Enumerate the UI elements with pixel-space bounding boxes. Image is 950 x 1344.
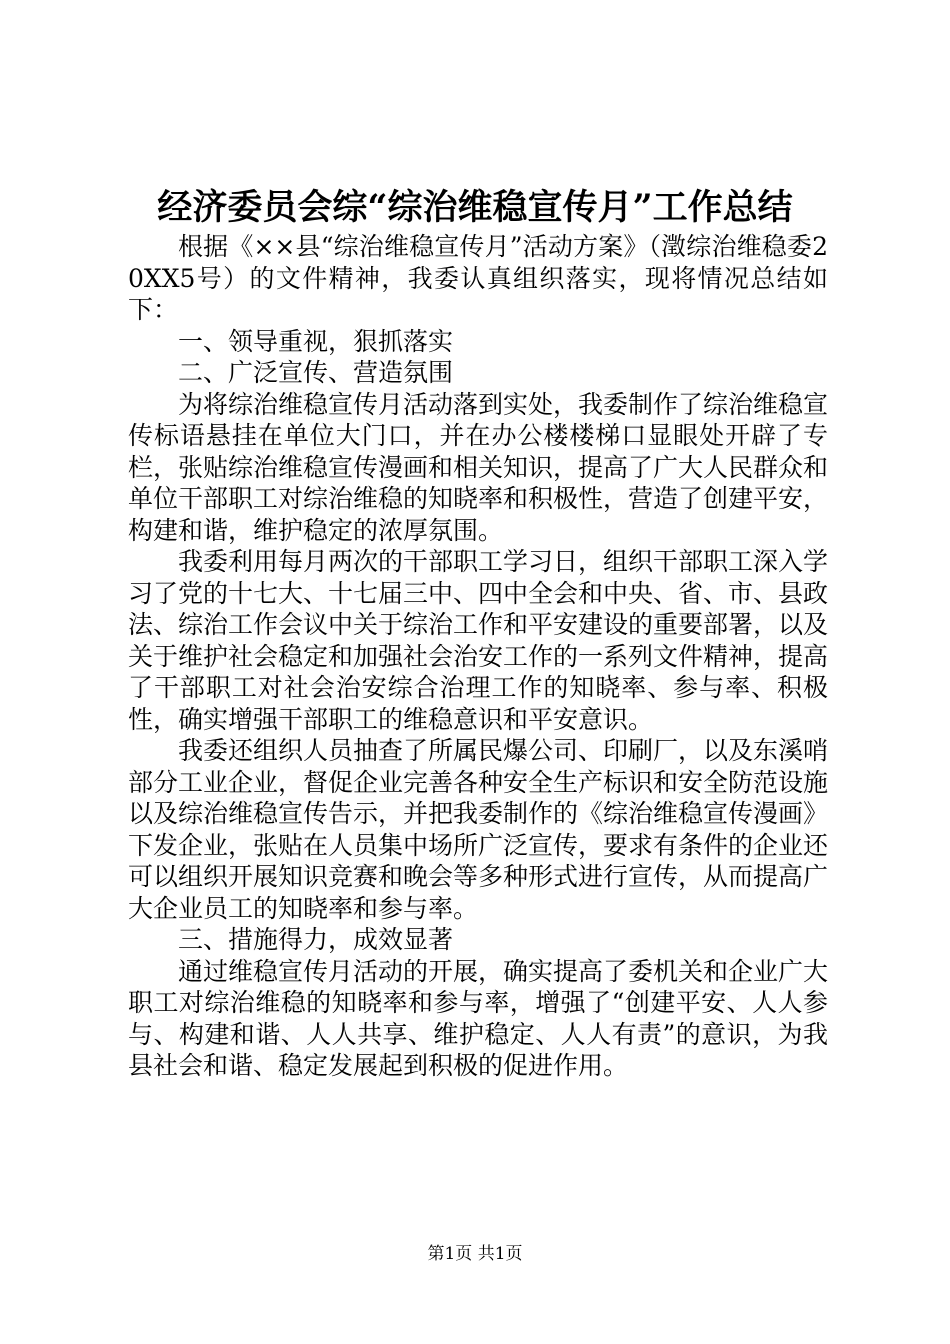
conclusion-paragraph: 通过维稳宣传月活动的开展，确实提高了委机关和企业广大职工对综治维稳的知晓率和参与率，增强了“创建平安、人人参与、构建和谐、人人共享、维护稳定、人人有责”的意识，为我县社会和谐、稳定发展起到积极的促进作用。 xyxy=(128,956,829,1080)
body-paragraph: 我委利用每月两次的干部职工学习日，组织干部职工深入学习了党的十七大、十七届三中、四中全会和中央、省、市、县政法、综治工作会议中关于综治工作和平安建设的重要部署，以及关于维护社会稳定和加强社会治安工作的一系列文件精神，提高了干部职工对社会治安综合治理工作的知晓率、参与率、积极性，确实增强干部职工的维稳意识和平安意识。 xyxy=(128,547,829,734)
page-footer: 第1页 共1页 xyxy=(427,1244,523,1264)
document-body xyxy=(128,231,828,1082)
document-title: 经济委员会综“综治维稳宣传月”工作总结 xyxy=(157,187,793,228)
section-heading-2: 二、广泛宣传、营造氛围 xyxy=(178,358,454,387)
body-paragraph: 为将综治维稳宣传月活动落到实处，我委制作了综治维稳宣传标语悬挂在单位大门口，并在办公楼楼梯口显眼处开辟了专栏，张贴综治维稳宣传漫画和相关知识，提高了广大人民群众和单位干部职工对综治维稳的知晓率和积极性，营造了创建平安，构建和谐，维护稳定的浓厚氛围。 xyxy=(128,389,829,545)
section-heading-3: 三、措施得力，成效显著 xyxy=(178,925,454,954)
section-heading-1: 一、领导重视，狠抓落实 xyxy=(178,326,454,356)
intro-paragraph: 根据《××县“综治维稳宣传月”活动方案》（澂综治维稳委20XX5号）的文件精神，我委认真组织落实，现将情况总结如下： xyxy=(128,232,828,324)
body-paragraph: 我委还组织人员抽查了所属民爆公司、印刷厂，以及东溪哨部分工业企业，督促企业完善各种安全生产标识和安全防范设施以及综治维稳宣传告示，并把我委制作的《综治维稳宣传漫画》下发企业，张贴在人员集中场所广泛宣传，要求有条件的企业还可以组织开展知识竞赛和晚会等多种形式进行宣传，从而提高广大企业员工的知晓率和参与率。 xyxy=(128,736,829,923)
